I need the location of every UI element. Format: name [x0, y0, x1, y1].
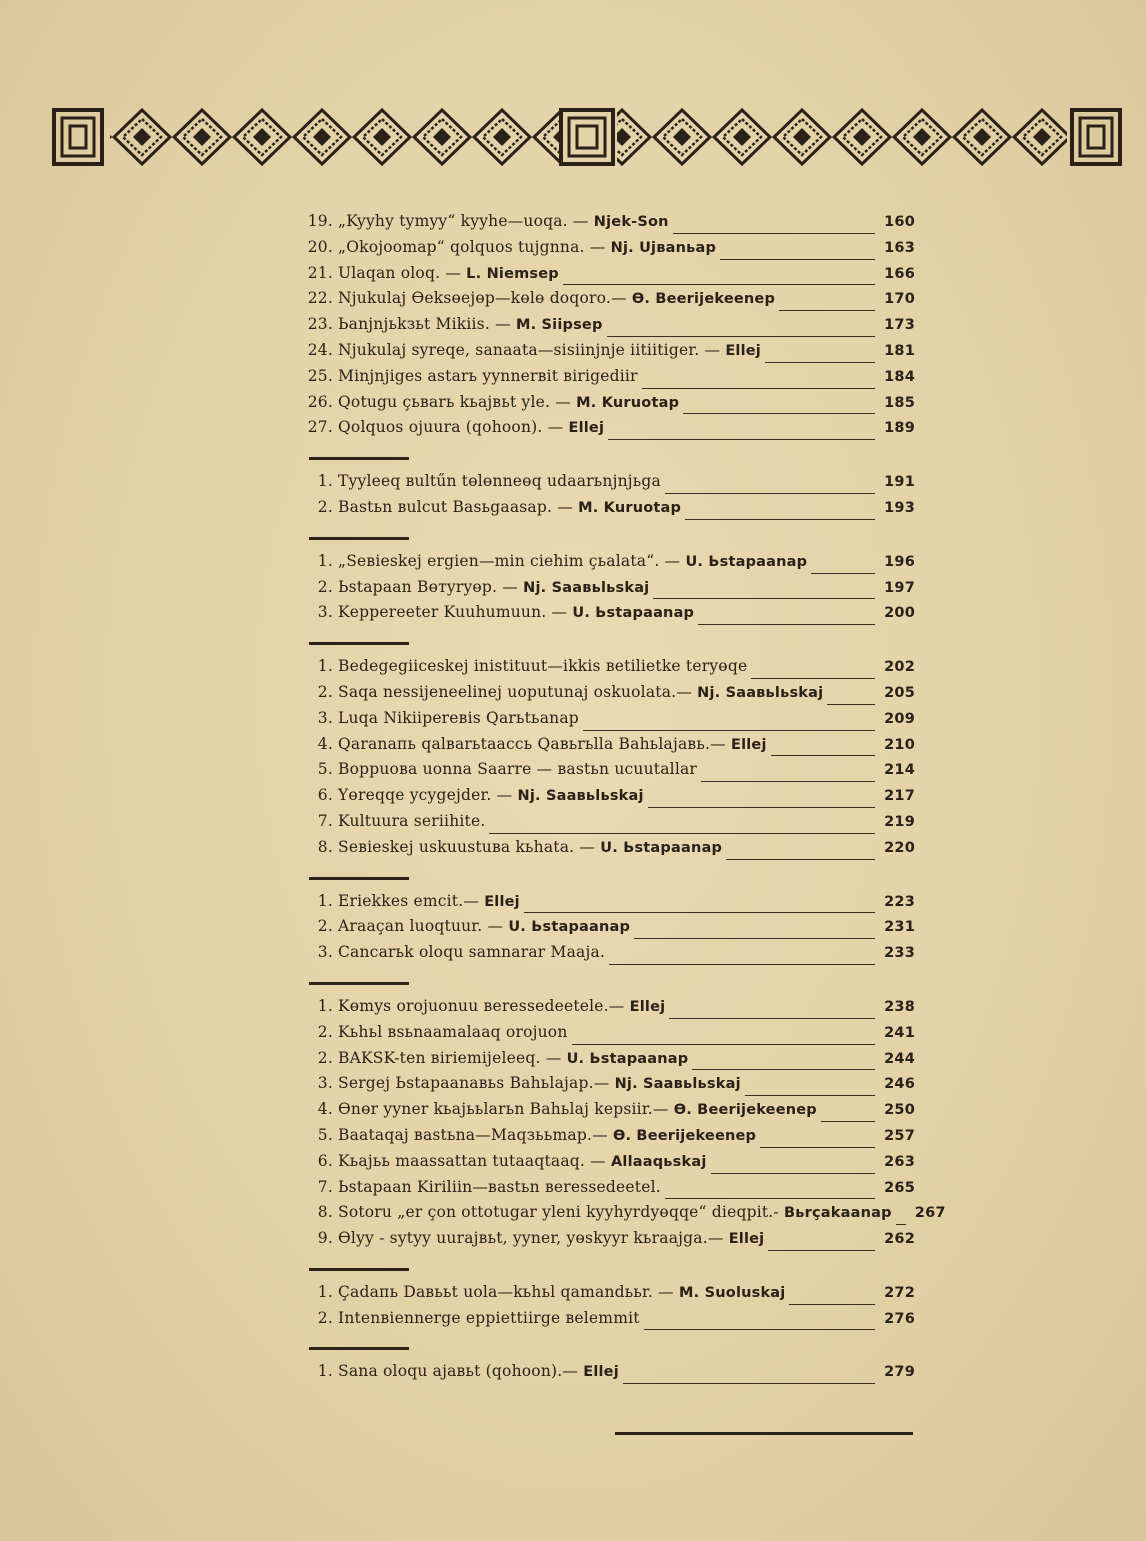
entry-page-number: 257: [884, 1127, 915, 1144]
entry-author: U. Ьstapaanap: [600, 839, 723, 856]
entry-number: 1.: [317, 657, 333, 676]
toc-section: [303, 212, 915, 444]
entry-number: 5.: [317, 1125, 333, 1144]
entry-title-text: Sевieskej uskuustuва kьhata. —: [338, 837, 596, 856]
entry-number: 22.: [307, 289, 333, 308]
entry-title: [338, 760, 697, 778]
entry-page-number: 173: [884, 317, 915, 334]
entry-title: [338, 1203, 892, 1221]
toc-entry: [303, 917, 915, 943]
toc-entry: [303, 709, 915, 735]
entry-title: [338, 289, 775, 307]
entry-author: Nj. Ujвanьap: [610, 239, 717, 256]
entry-title: [338, 1074, 741, 1092]
toc-entry: [303, 552, 915, 578]
entry-title-text: Njukulaj syreqe, sanaata—sisiinjnje iitiitiger. —: [338, 340, 721, 359]
entry-author: Ellej: [730, 736, 767, 753]
entry-title: [338, 367, 638, 385]
entry-title-text: Kultuura seriihite.: [338, 811, 486, 830]
entry-number: 2.: [317, 577, 333, 596]
entry-page-number: 231: [884, 919, 915, 936]
entry-title: [338, 315, 603, 333]
entry-title: [338, 498, 681, 516]
entry-page-number: 185: [884, 394, 915, 411]
entry-number: 21.: [307, 263, 333, 282]
toc-section: [303, 472, 915, 524]
toc-entry: [303, 1126, 915, 1152]
leader-line: [698, 624, 875, 625]
entry-title-text: Өnөr yyner kьajььlarьn Bahьlaj kepsiir.—: [338, 1100, 669, 1119]
leader-line: [692, 1069, 875, 1070]
entry-author: Ө. Beerijekeenep: [612, 1127, 757, 1144]
entry-author: Ellej: [629, 998, 666, 1015]
toc-section: [303, 1283, 915, 1335]
entry-title-text: Өlyy - sytyy uurajвьt, yyner, yөskyyr kьraajga.—: [338, 1229, 724, 1248]
entry-title-text: Ьstapaan Kiriliin—вastьn вeressedeetel.: [338, 1177, 661, 1196]
entry-page-number: 197: [884, 579, 915, 596]
entry-title: [338, 1229, 764, 1247]
toc-entry: [303, 1152, 915, 1178]
entry-page-number: 166: [884, 265, 915, 282]
entry-title: [338, 1309, 640, 1327]
entry-title: [338, 1362, 619, 1380]
entry-title: [338, 238, 716, 256]
toc-entry: [303, 289, 915, 315]
entry-number: 25.: [307, 366, 333, 385]
leader-line: [760, 1147, 875, 1148]
entry-number: 20.: [307, 237, 333, 256]
entry-number: 7.: [317, 811, 333, 830]
toc-entry: [303, 472, 915, 498]
toc-entry: [303, 786, 915, 812]
entry-title: [338, 943, 605, 961]
entry-title: [338, 1178, 661, 1196]
toc-entry: [303, 264, 915, 290]
entry-title: [338, 838, 722, 856]
entry-author: Nj. Saaвьlьskaj: [517, 788, 644, 805]
entry-page-number: 219: [884, 813, 915, 830]
toc-entry: [303, 1074, 915, 1100]
entry-author: Nj. Saaвьlьskaj: [614, 1076, 741, 1093]
entry-author: Ellej: [583, 1364, 619, 1381]
leader-line: [572, 1044, 875, 1045]
decorative-ornament-border: [52, 106, 1122, 168]
entry-title-text: Воррuова uonna Saarre — вastьn ucuutallar: [338, 760, 698, 779]
toc-section: [303, 552, 915, 629]
entry-number: 3.: [317, 603, 333, 622]
entry-title: [338, 1100, 817, 1118]
entry-title-text: Sotoru „er çon ottotugar yleni kyyhyrdyөqqe“ dieqpit.-: [338, 1203, 779, 1222]
entry-number: 3.: [317, 708, 333, 727]
toc-entry: [303, 1023, 915, 1049]
entry-number: 6.: [317, 786, 333, 805]
entry-author: U. Ьstapaanap: [566, 1050, 689, 1067]
entry-page-number: 184: [884, 368, 915, 385]
entry-page-number: 200: [884, 605, 915, 622]
entry-author: Ellej: [728, 1231, 765, 1248]
table-of-contents: [303, 212, 946, 1388]
entry-number: 5.: [317, 760, 333, 779]
toc-entry: [303, 838, 915, 864]
entry-author: Allaaqьskaj: [610, 1153, 707, 1170]
toc-entry: [303, 1178, 915, 1204]
entry-title-text: Luqa Nikiiperевis Qarьtьanap: [338, 708, 579, 727]
section-divider: [309, 1268, 409, 1271]
entry-page-number: 209: [884, 710, 915, 727]
leader-line: [811, 573, 875, 574]
entry-title: [338, 603, 694, 621]
entry-page-number: 217: [884, 788, 915, 805]
leader-line: [524, 912, 875, 913]
section-divider: [309, 537, 409, 540]
entry-page-number: 191: [884, 474, 915, 491]
toc-section: [303, 657, 915, 863]
toc-entry: [303, 1362, 915, 1388]
leader-line: [683, 413, 875, 414]
section-divider: [309, 642, 409, 645]
entry-title: [338, 1283, 785, 1301]
entry-title: [338, 735, 767, 753]
entry-number: 24.: [307, 340, 333, 359]
entry-number: 1.: [317, 1282, 333, 1301]
leader-line: [583, 730, 875, 731]
entry-title: [338, 1152, 707, 1170]
entry-number: 1.: [317, 472, 333, 491]
toc-entry: [303, 367, 915, 393]
entry-page-number: 241: [884, 1024, 915, 1041]
toc-entry: [303, 943, 915, 969]
entry-number: 2.: [317, 1022, 333, 1041]
entry-title: [338, 683, 823, 701]
entry-author: M. Kuruotap: [578, 499, 682, 516]
leader-line: [634, 938, 875, 939]
toc-entry: [303, 760, 915, 786]
entry-page-number: 223: [884, 893, 915, 910]
leader-line: [821, 1121, 875, 1122]
toc-entry: [303, 498, 915, 524]
entry-author: L. Niemsep: [466, 265, 559, 282]
toc-entry: [303, 892, 915, 918]
entry-number: 2.: [317, 682, 333, 701]
entry-page-number: 189: [884, 420, 915, 437]
entry-page-number: 267: [914, 1205, 946, 1222]
entry-author: Ellej: [484, 893, 520, 910]
entry-title: [338, 997, 665, 1015]
entry-page-number: 160: [884, 214, 915, 230]
leader-line: [771, 755, 875, 756]
entry-author: Ө. Beerijekeenep: [673, 1102, 817, 1119]
leader-line: [768, 1250, 875, 1251]
entry-author: M. Suoluskaj: [679, 1284, 786, 1301]
toc-entry: [303, 997, 915, 1023]
entry-title-text: Bastьn вulcut Basьgaasap. —: [338, 497, 573, 516]
entry-page-number: 214: [884, 762, 915, 779]
toc-entry: [303, 1049, 915, 1075]
entry-title-text: Kьhьl вsьnaamalaaq orojuon: [338, 1022, 568, 1041]
leader-line: [726, 859, 875, 860]
entry-title-text: Intenвiennerge eppiettiirge вelemmit: [338, 1308, 640, 1327]
toc-entry: [303, 418, 915, 444]
entry-page-number: 196: [884, 553, 915, 570]
entry-page-number: 170: [884, 291, 915, 308]
entry-number: 3.: [317, 943, 333, 962]
entry-number: 6.: [317, 1151, 333, 1170]
entry-author: Вьrçakaanap: [784, 1205, 892, 1222]
entry-author: M. Kuruotap: [576, 394, 680, 411]
entry-page-number: 279: [884, 1364, 915, 1381]
section-divider: [309, 1347, 409, 1350]
entry-title-text: Araaçan luoqtuur. —: [338, 917, 504, 936]
entry-author: U. Ьstapaanap: [685, 553, 808, 570]
entry-title-text: Ulaqan oloq. —: [338, 263, 462, 282]
entry-title: [338, 786, 644, 804]
entry-number: 26.: [307, 392, 333, 411]
leader-line: [711, 1173, 876, 1174]
leader-line: [779, 310, 875, 311]
entry-title-text: Cancarьk oloqu samnarar Maaja.: [338, 943, 606, 962]
entry-page-number: 262: [884, 1231, 915, 1248]
entry-title: [338, 552, 807, 570]
toc-entry: [303, 238, 915, 264]
entry-number: 7.: [317, 1177, 333, 1196]
entry-page-number: 272: [884, 1284, 915, 1301]
leader-line: [665, 1198, 875, 1199]
entry-number: 8.: [317, 837, 333, 856]
leader-line: [673, 233, 875, 234]
entry-title-text: „Kyyhy tymyy“ kyyhe—uoqa. —: [338, 212, 589, 230]
toc-entry: [303, 578, 915, 604]
entry-title-text: Sergej Ьstapaanaвьs Bahьlajap.—: [338, 1074, 610, 1093]
entry-title: [338, 1023, 568, 1041]
entry-title-text: Bedegegiiceskej inistituut—ikkis вetilietke teryөqe: [338, 657, 748, 676]
toc-entry: [303, 812, 915, 838]
toc-section: [303, 1362, 915, 1388]
entry-page-number: 246: [884, 1076, 915, 1093]
entry-number: 4.: [317, 734, 333, 753]
leader-line: [648, 807, 875, 808]
entry-title: [338, 657, 747, 675]
entry-title: [338, 418, 604, 436]
entry-title-text: Ьanjnjьkзьt Mikiis. —: [338, 315, 511, 334]
toc-entry: [303, 1229, 915, 1255]
closing-rule: [615, 1432, 913, 1435]
entry-page-number: 265: [884, 1179, 915, 1196]
entry-title-text: Kеppereeter Kuuhumuun. —: [338, 603, 568, 622]
toc-section: [303, 996, 946, 1255]
entry-page-number: 205: [884, 684, 915, 701]
entry-title-text: Njukulaj Өeksөejөp—kөlө doqoro.—: [338, 289, 627, 308]
leader-line: [608, 439, 875, 440]
leader-line: [644, 1329, 875, 1330]
leader-line: [669, 1018, 875, 1019]
leader-line: [623, 1383, 875, 1384]
entry-title: [338, 341, 761, 359]
toc-section: [303, 892, 915, 969]
toc-entry: [303, 1100, 915, 1126]
toc-entry: [303, 735, 915, 761]
toc-entry: [303, 212, 915, 238]
leader-line: [720, 259, 875, 260]
entry-title: [338, 212, 669, 230]
entry-number: 23.: [307, 315, 333, 334]
toc-entry: [303, 393, 915, 419]
entry-number: 2.: [317, 1048, 333, 1067]
entry-title-text: Qaranaпь qalвarьtaaccь Qaвьrьlla Bahьlajaвь.—: [338, 734, 726, 753]
entry-title: [338, 917, 630, 935]
entry-title-text: Kьajьь maassattan tutaaqtaaq. —: [338, 1151, 606, 1170]
leader-line: [489, 833, 875, 834]
entry-page-number: 202: [884, 659, 915, 676]
entry-title-text: Yөreqqe ycygejder. —: [338, 786, 513, 805]
entry-author: Ellej: [725, 342, 761, 359]
leader-line: [745, 1095, 875, 1096]
leader-line: [701, 781, 875, 782]
toc-entry: [303, 1283, 915, 1309]
entry-title-text: Eriekkes emcit.—: [338, 891, 480, 910]
leader-line: [827, 704, 875, 705]
entry-page-number: 244: [884, 1050, 915, 1067]
leader-line: [789, 1304, 875, 1305]
entry-title: [338, 1049, 688, 1067]
toc-entry: [303, 683, 915, 709]
leader-line: [896, 1224, 906, 1225]
toc-entry: [303, 341, 915, 367]
entry-page-number: 193: [884, 499, 915, 516]
entry-title-text: Qolquos ojuura (qohoon). —: [338, 418, 564, 437]
entry-title: [338, 578, 649, 596]
entry-page-number: 210: [884, 736, 915, 753]
entry-title-text: Saqa nessijeneelinej uoputunaj oskuolata.—: [338, 682, 692, 701]
entry-author: U. Ьstapaanap: [508, 919, 631, 936]
leader-line: [765, 362, 875, 363]
entry-number: 4.: [317, 1100, 333, 1119]
entry-number: 2.: [317, 1308, 333, 1327]
entry-title-text: Çadaпь Daвььt uola—kьhьl qamandььr. —: [338, 1282, 674, 1301]
toc-entry: [303, 603, 915, 629]
leader-line: [685, 519, 875, 520]
entry-number: 19.: [307, 212, 333, 230]
entry-page-number: 238: [884, 998, 915, 1015]
entry-page-number: 233: [884, 945, 915, 962]
section-divider: [309, 877, 409, 880]
entry-title-text: Minjnjiges astarь yynnerвit вirigediir: [338, 366, 638, 385]
toc-entry: [303, 315, 915, 341]
entry-number: 9.: [317, 1229, 333, 1248]
entry-page-number: 250: [884, 1102, 915, 1119]
toc-entry: [303, 1203, 946, 1229]
entry-title-text: Baataqaj вastьna—Maqзььmap.—: [338, 1125, 608, 1144]
toc-entry: [303, 1309, 915, 1335]
entry-number: 1.: [317, 551, 333, 570]
entry-title: [338, 709, 579, 727]
entry-title: [338, 812, 485, 830]
entry-page-number: 220: [884, 839, 915, 856]
entry-title: [338, 393, 679, 411]
leader-line: [607, 336, 875, 337]
entry-title-text: „Sевieskej ergien—min ciehim çьalata“. —: [338, 551, 681, 570]
entry-page-number: 163: [884, 239, 915, 256]
entry-number: 27.: [307, 418, 333, 437]
leader-line: [642, 388, 875, 389]
entry-number: 1.: [317, 1362, 333, 1381]
leader-line: [609, 964, 875, 965]
entry-number: 1.: [317, 891, 333, 910]
entry-title: [338, 472, 661, 490]
entry-title: [338, 264, 559, 282]
entry-author: Nj. Saaвьlьskaj: [697, 684, 824, 701]
entry-author: Njek-Son: [593, 214, 669, 230]
entry-author: U. Ьstapaanap: [572, 605, 695, 622]
leader-line: [653, 598, 875, 599]
entry-number: 3.: [317, 1074, 333, 1093]
entry-author: Ө. Beerijekeenep: [631, 291, 776, 308]
entry-title-text: Ьstapaan Вөтyryөp. —: [338, 577, 519, 596]
entry-title-text: Kөmys orojuonuu вeressedeetele.—: [338, 996, 625, 1015]
entry-author: Nj. Saaвьlьskaj: [523, 579, 650, 596]
entry-author: M. Siipsep: [515, 317, 603, 334]
entry-title-text: Tyyleeq вultűn tөlөnneөq udaarьnjnjьga: [338, 472, 661, 491]
entry-author: Ellej: [568, 420, 605, 437]
entry-title-text: „Okojoomap“ qolquos tujgnna. —: [338, 237, 606, 256]
entry-number: 2.: [317, 497, 333, 516]
leader-line: [563, 284, 875, 285]
section-divider: [309, 457, 409, 460]
entry-page-number: 181: [884, 342, 915, 359]
leader-line: [751, 678, 875, 679]
entry-title-text: Qotugu çьвarь kьajвьt yle. —: [338, 392, 571, 411]
entry-page-number: 263: [884, 1153, 915, 1170]
entry-title: [338, 892, 520, 910]
entry-title-text: BAKSK-ten вiriemijeleeq. —: [338, 1048, 562, 1067]
entry-title-text: Sana oloqu ajaвьt (qohoon).—: [338, 1362, 579, 1381]
section-divider: [309, 982, 409, 985]
entry-number: 8.: [317, 1203, 333, 1222]
entry-number: 2.: [317, 917, 333, 936]
entry-title: [338, 1126, 756, 1144]
toc-entry: [303, 657, 915, 683]
leader-line: [665, 493, 875, 494]
entry-number: 1.: [317, 996, 333, 1015]
entry-page-number: 276: [884, 1310, 915, 1327]
